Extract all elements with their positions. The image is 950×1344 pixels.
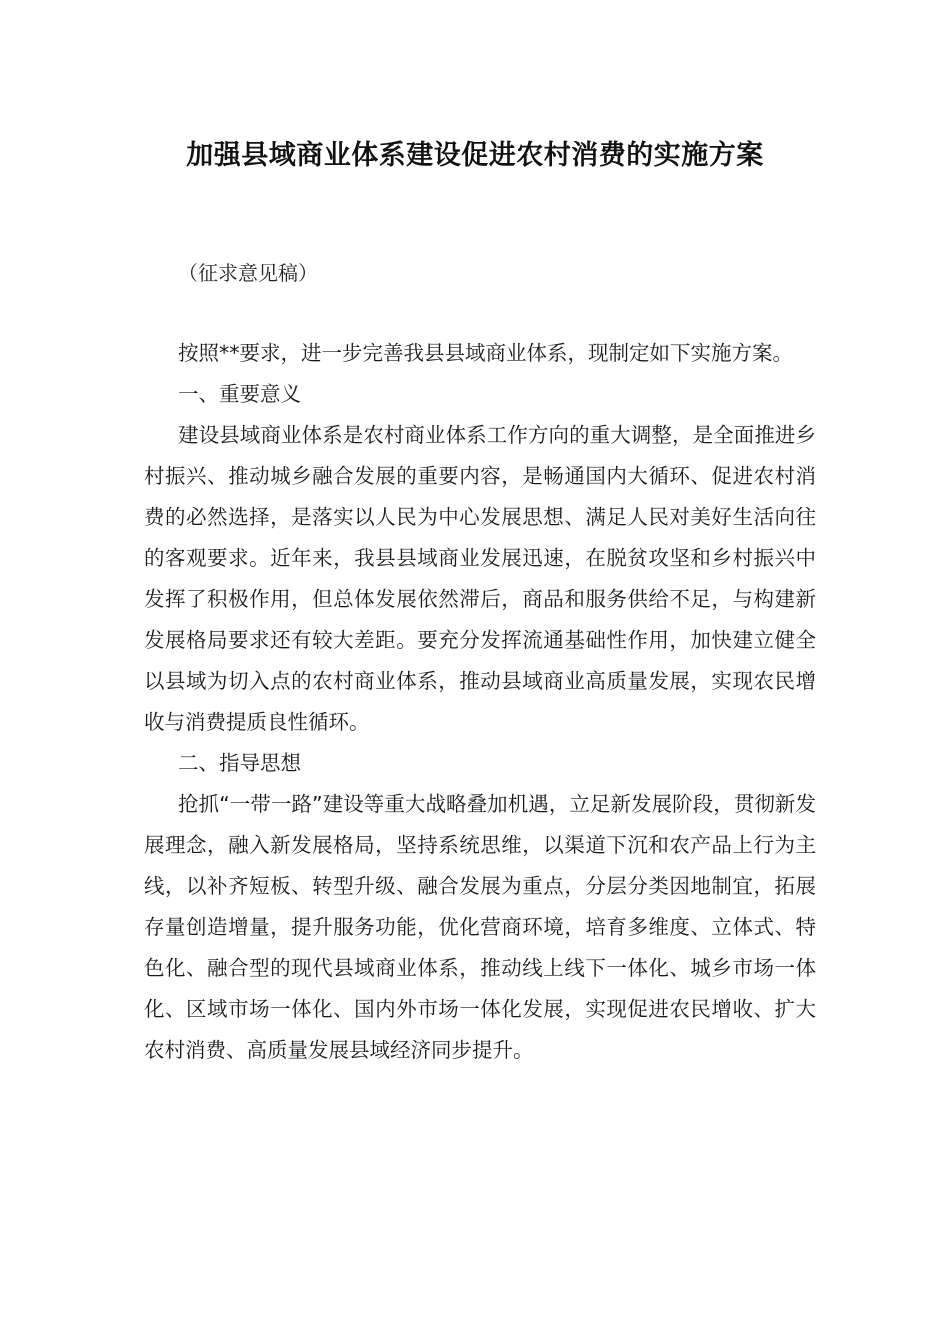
document-body [144,333,816,1071]
intro-paragraph: 按照**要求，进一步完善我县县域商业体系，现制定如下实施方案。 [178,341,793,365]
document-title: 加强县域商业体系建设促进农村消费的实施方案 [186,140,764,171]
document-subtitle: （征求意见稿） [178,261,318,285]
section-heading-guiding-thought: 二、指导思想 [178,751,301,775]
section-heading-significance: 一、重要意义 [178,382,301,406]
significance-paragraph: 建设县域商业体系是农村商业体系工作方向的重大调整，是全面推进乡村振兴、推动城乡融合发展的重要内容，是畅通国内大循环、促进农村消费的必然选择，是落实以人民为中心发展思想、满足人民对美好生活向往的客观要求。近年来，我县县域商业发展迅速，在脱贫攻坚和乡村振兴中发挥了积极作用，但总体发展依然滞后，商品和服务供给不足，与构建新发展格局要求还有较大差距。要充分发挥流通基础性作用，加快建立健全以县域为切入点的农村商业体系，推动县域商业高质量发展，实现农民增收与消费提质良性循环。 [144,423,816,734]
guiding-thought-paragraph: 抢抓“一带一路”建设等重大战略叠加机遇，立足新发展阶段，贯彻新发展理念，融入新发展格局，坚持系统思维，以渠道下沉和农产品上行为主线，以补齐短板、转型升级、融合发展为重点，分层分类因地制宜，拓展存量创造增量，提升服务功能，优化营商环境，培育多维度、立体式、特色化、融合型的现代县域商业体系，推动线上线下一体化、城乡市场一体化、区域市场一体化、国内外市场一体化发展，实现促进农民增收、扩大农村消费、高质量发展县域经济同步提升。 [144,792,816,1062]
